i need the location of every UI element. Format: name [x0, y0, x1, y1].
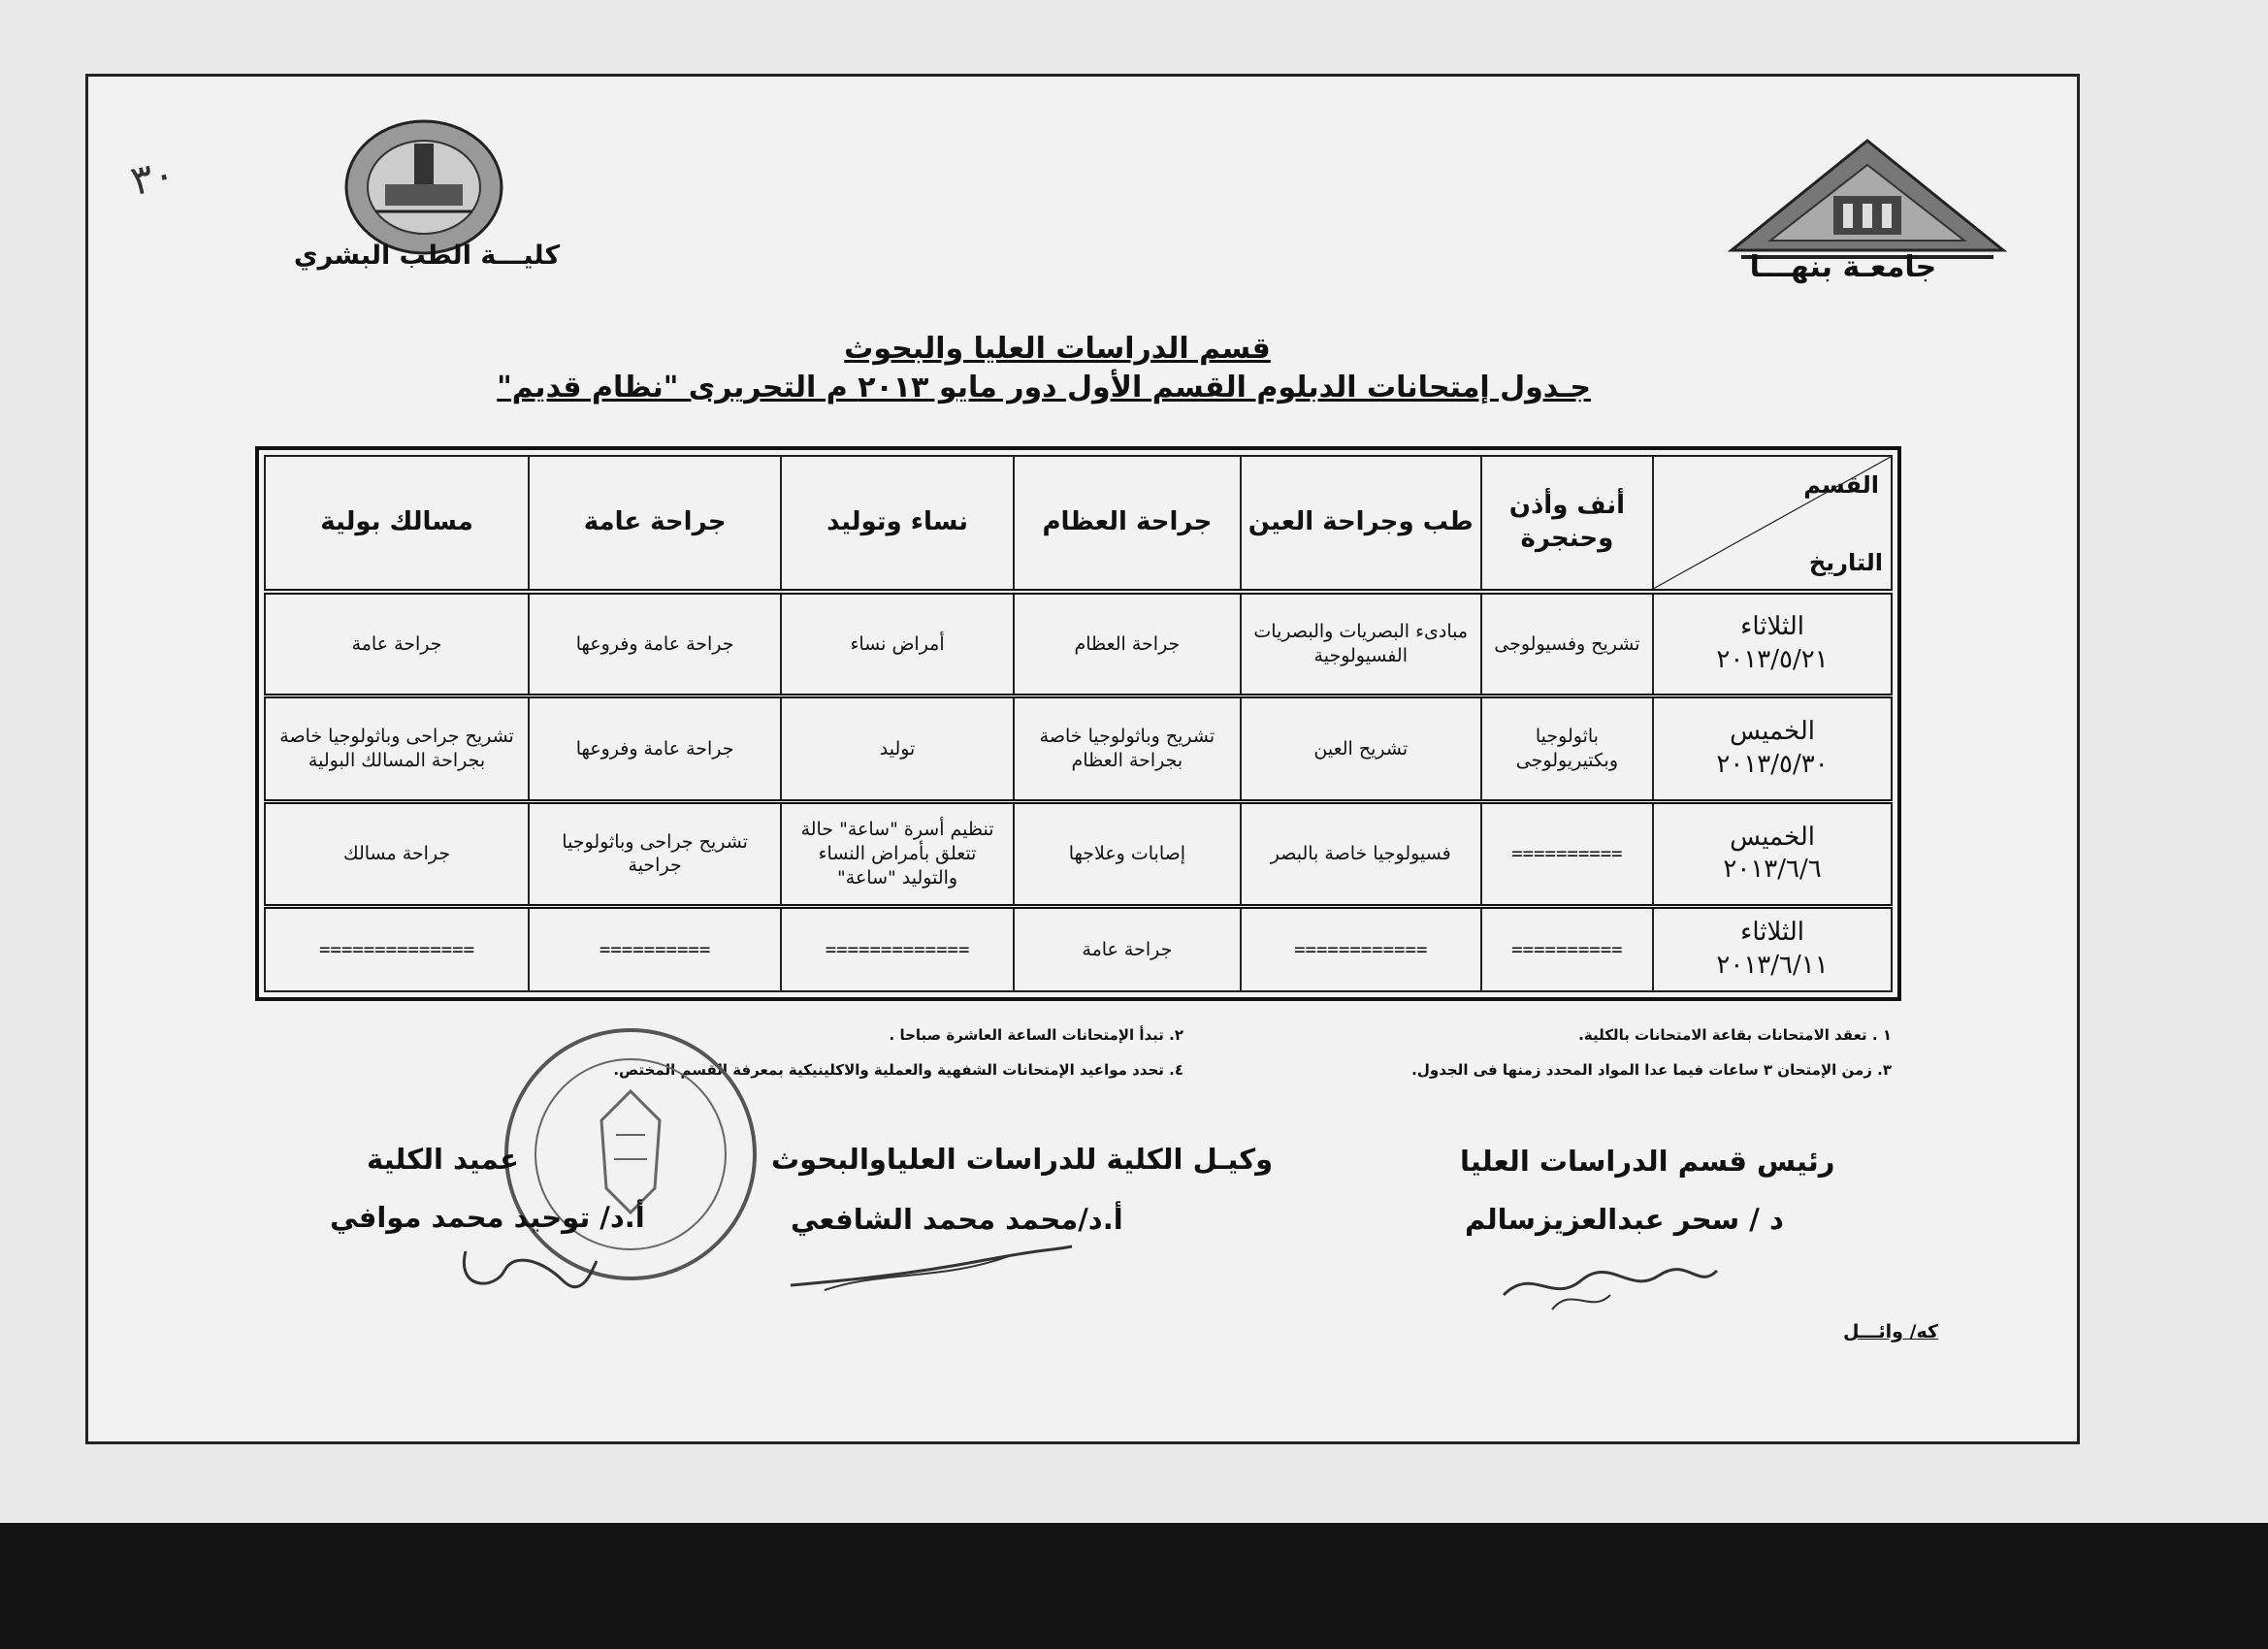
table-header-row: [265, 456, 1892, 592]
note-3: ٣. زمن الإمتحان ٣ ساعات فيما عدا المواد المحدد زمنها فى الجدول.: [1411, 1061, 1892, 1079]
clerk-initials: كه/ وائـــل: [1843, 1321, 1939, 1342]
empty-cell-dashes: ============: [1241, 906, 1481, 991]
table-row: [265, 906, 1892, 991]
column-header: جراحة العظام: [1014, 456, 1241, 592]
table-cell: توليد: [781, 696, 1014, 801]
corner-cell: [1653, 456, 1892, 592]
table-cell: تشريح العين: [1241, 696, 1481, 801]
table-cell: تنظيم أسرة "ساعة" حالة تتعلق بأمراض النساء والتوليد "ساعة": [781, 801, 1014, 906]
column-header: أنف وأذن وحنجرة: [1481, 456, 1653, 592]
vice-dean-title: وكيـل الكلية للدراسات العلياوالبحوث: [771, 1143, 1274, 1176]
table-cell: جراحة العظام: [1014, 592, 1241, 696]
table-cell: مبادىء البصريات والبصريات الفسيولوجية: [1241, 592, 1481, 696]
corner-date-label: التاريخ: [1808, 549, 1883, 577]
vice-dean-name: أ.د/محمد محمد الشافعي: [791, 1203, 1123, 1236]
table-cell: أمراض نساء: [781, 592, 1014, 696]
table-row: [265, 801, 1892, 906]
date-cell: [1653, 801, 1892, 906]
head-signature: [1494, 1246, 1727, 1324]
table-cell: تشريح وباثولوجيا خاصة بجراحة العظام: [1014, 696, 1241, 801]
corner-department-label: القسم: [1803, 471, 1879, 499]
empty-cell-dashes: =============: [781, 906, 1014, 991]
date-cell: [1653, 906, 1892, 991]
dean-name: أ.د/ توحيد محمد موافي: [330, 1201, 645, 1234]
faculty-name: كليـــة الطب البشري: [293, 241, 561, 271]
column-header: جراحة عامة: [529, 456, 781, 592]
head-signatory-title: رئيس قسم الدراسات العليا: [1460, 1145, 1835, 1178]
handwritten-page-number: ٣٠: [126, 148, 179, 206]
note-4: ٤. تحدد مواعيد الإمتحانات الشفهية والعملية والاكلينيكية بمعرفة القسم المختص.: [613, 1061, 1183, 1079]
empty-cell-dashes: ==========: [1481, 906, 1653, 991]
table-cell: تشريح جراحى وباثولوجيا جراحية: [529, 801, 781, 906]
dean-signature: [456, 1232, 601, 1300]
date-cell: [1653, 696, 1892, 801]
dean-title: عميد الكلية: [367, 1143, 519, 1176]
date-label: ٢٠١٣/٥/٢١: [1716, 644, 1829, 674]
table-cell: فسيولوجيا خاصة بالبصر: [1241, 801, 1481, 906]
column-header: طب وجراحة العين: [1241, 456, 1481, 592]
table-row: [265, 592, 1892, 696]
table-cell: تشريح جراحى وباثولوجيا خاصة بجراحة المسالك البولية: [265, 696, 529, 801]
day-label: الثلاثاء: [1740, 918, 1804, 948]
table-cell: جراحة عامة وفروعها: [529, 696, 781, 801]
column-header: مسالك بولية: [265, 456, 529, 592]
table-row: [265, 696, 1892, 801]
exam-schedule-table: [255, 446, 1901, 1001]
table-cell: جراحة عامة: [265, 592, 529, 696]
head-signatory-name: د / سحر عبدالعزيزسالم: [1465, 1203, 1784, 1236]
schedule-title: جـدول إمتحانات الدبلوم القسم الأول دور مايو ٢٠١٣ م التحريرى "نظام قديم": [497, 371, 1591, 404]
date-label: ٢٠١٣/٦/١١: [1716, 950, 1829, 980]
empty-cell-dashes: ==========: [529, 906, 781, 991]
day-label: الخميس: [1730, 717, 1816, 747]
university-name: جامعـة بنهـــا: [1749, 250, 1937, 284]
empty-cell-dashes: ==========: [1481, 801, 1653, 906]
department-title: قسم الدراسات العليا والبحوث: [844, 332, 1271, 366]
note-2: ٢. تبدأ الإمتحانات الساعة العاشرة صباحا .: [889, 1026, 1183, 1044]
faculty-logo: [341, 114, 506, 260]
table-cell: جراحة عامة وفروعها: [529, 592, 781, 696]
table-cell: جراحة عامة: [1014, 906, 1241, 991]
date-label: ٢٠١٣/٦/٦: [1723, 855, 1822, 885]
note-1: ١ . تعقد الامتحانات بقاعة الامتحانات بالكلية.: [1578, 1026, 1892, 1044]
scan-border: [0, 1523, 2268, 1649]
date-label: ٢٠١٣/٥/٣٠: [1716, 750, 1829, 780]
table-cell: باثولوجيا وبكتيريولوجى: [1481, 696, 1653, 801]
table-cell: جراحة مسالك: [265, 801, 529, 906]
day-label: الخميس: [1730, 822, 1816, 852]
empty-cell-dashes: ==============: [265, 906, 529, 991]
table-cell: إصابات وعلاجها: [1014, 801, 1241, 906]
vice-dean-signature: [786, 1232, 1077, 1300]
column-header: نساء وتوليد: [781, 456, 1014, 592]
table-cell: تشريح وفسيولوجى: [1481, 592, 1653, 696]
date-cell: [1653, 592, 1892, 696]
day-label: الثلاثاء: [1740, 612, 1804, 642]
